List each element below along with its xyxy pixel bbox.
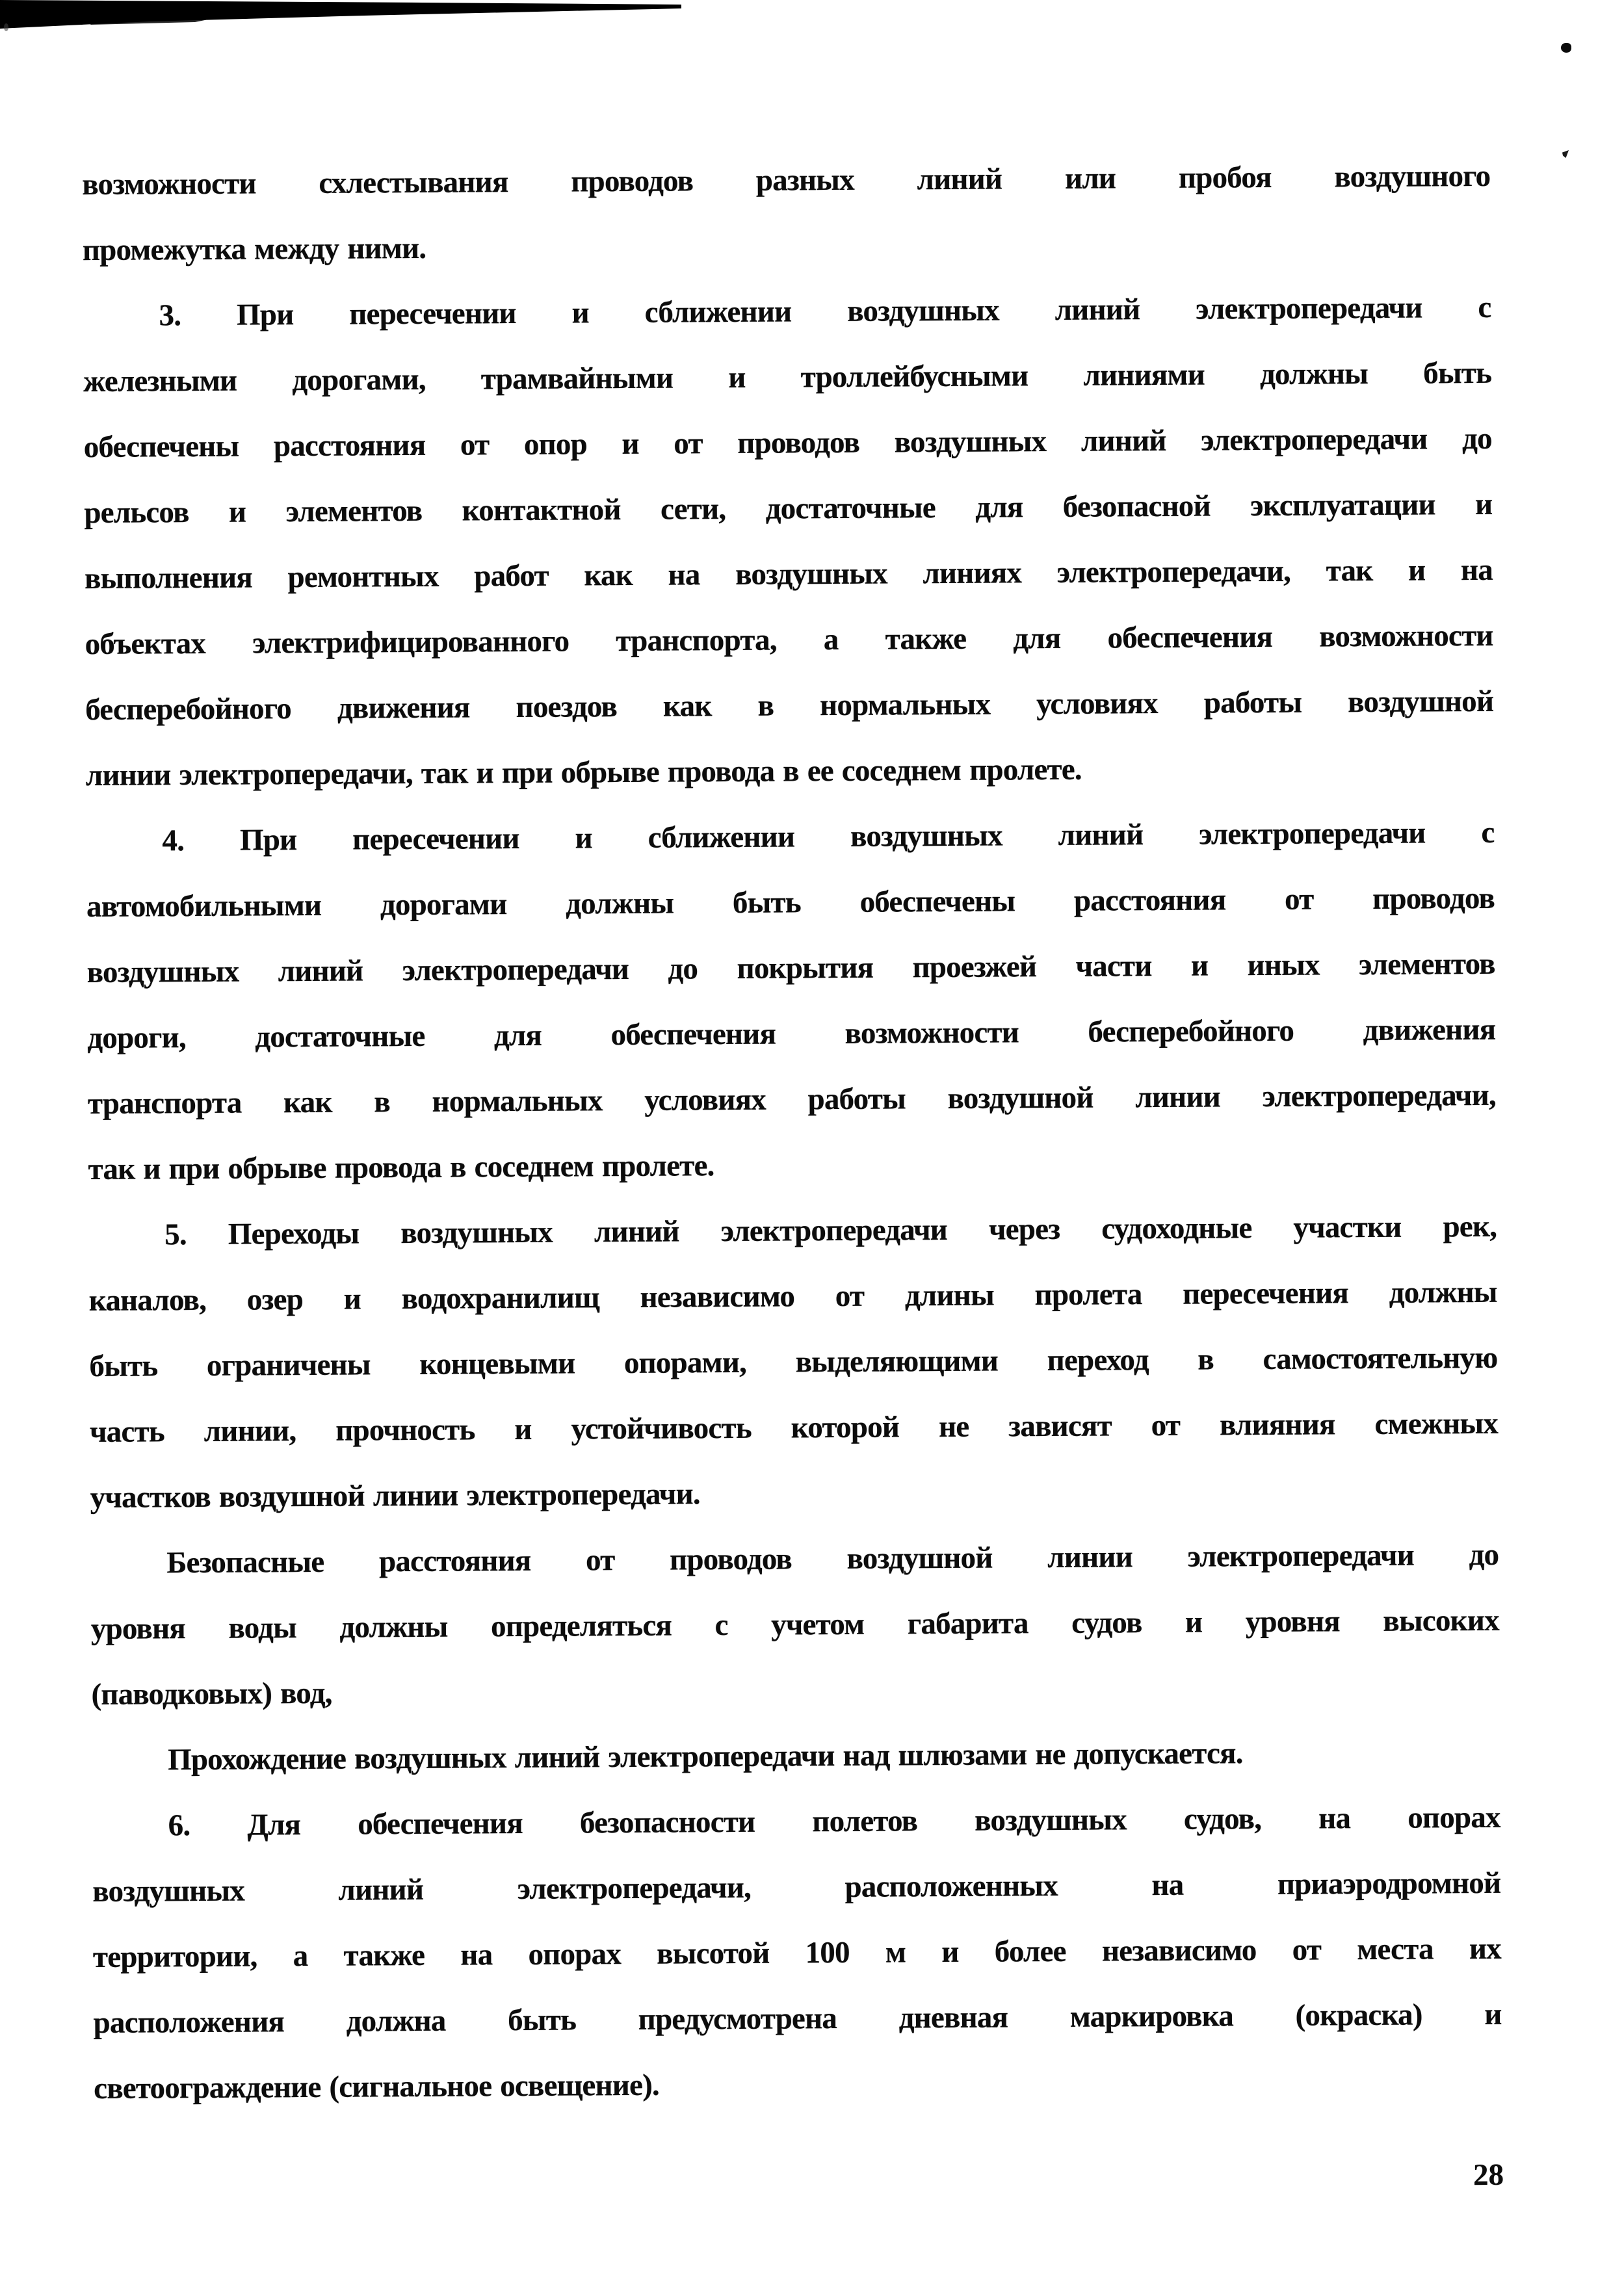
text-line: бесперебойного движения поездов как в нормальных условиях работы воздушной [85,684,1494,727]
document-body [82,144,1502,2122]
text-line: линии электропередачи, так и при обрыве провода в ее соседнем пролете. [85,752,1082,793]
text-line: 6. Для обеспечения безопасности полетов воздушных судов, на опорах [168,1800,1500,1843]
text-line: территории, а также на опорах высотой 100 м и более независимо от места их [92,1931,1502,1975]
text-line: рельсов и элементов контактной сети, достаточные для безопасной эксплуатации и [84,487,1493,530]
text-line: уровня воды должны определяться с учетом габарита судов и уровня высоких [90,1603,1499,1647]
text-line: часть линии, прочность и устойчивость которой не зависят от влияния смежных [89,1406,1499,1450]
text-line: автомобильными дорогами должны быть обеспечены расстояния от проводов [86,881,1495,924]
text-line: Прохождение воздушных линий электропередачи над шлюзами не допускается. [167,1736,1243,1777]
text-line: промежутка между ними. [82,231,426,268]
text-line: (паводковых) вод, [91,1676,332,1712]
paragraph [86,800,1497,1203]
paragraph [90,1522,1500,1728]
paragraph [92,1719,1500,1793]
text-line: 3. При пересечении и сближении воздушных линий электропередачи с [159,290,1491,333]
text-line: выполнения ремонтных работ как на воздушных линиях электропередачи, так и на [84,553,1493,596]
text-line: расположения должна быть предусмотрена дневная маркировка (окраска) и [93,1997,1502,2040]
text-line: дороги, достаточные для обеспечения возможности бесперебойного движения [87,1012,1496,1056]
text-line: железными дорогами, трамвайными и троллейбусными линиями должны быть [83,356,1492,399]
text-line: так и при обрыве провода в соседнем пролете. [88,1149,714,1187]
paragraph [83,275,1494,809]
text-line: быть ограничены концевыми опорами, выделяющими переход в самостоятельную [89,1340,1498,1384]
text-line: 4. При пересечении и сближении воздушных линий электропередачи с [162,815,1495,858]
text-line: светоограждение (сигнальное освещение). [94,2068,660,2106]
text-line: Безопасные расстояния от проводов воздушной линии электропередачи до [166,1537,1499,1580]
paragraph [92,1785,1502,2122]
text-line: 5. Переходы воздушных линий электропередачи через судоходные участки рек, [164,1209,1497,1252]
paragraph [82,144,1491,283]
text-line: объектах электрифицированного транспорта, а также для обеспечения возможности [85,618,1493,662]
text-line: обеспечены расстояния от опор и от проводов воздушных линий электропередачи до [83,421,1492,465]
text-line: возможности схлестывания проводов разных линий или пробоя воздушного [82,159,1491,202]
text-line: каналов, озер и водохранилищ независимо от длины пролета пересечения должны [88,1275,1497,1318]
text-line: транспорта как в нормальных условиях работы воздушной линии электропередачи, [87,1078,1497,1121]
paragraph [88,1194,1499,1531]
page-number: 28 [1473,2157,1504,2193]
text-line: участков воздушной линии электропередачи. [90,1477,700,1515]
text-line: воздушных линий электропередачи, расположенных на приаэродромной [92,1866,1501,1909]
text-line: воздушных линий электропередачи до покрытия проезжей части и иных элементов [86,946,1495,990]
